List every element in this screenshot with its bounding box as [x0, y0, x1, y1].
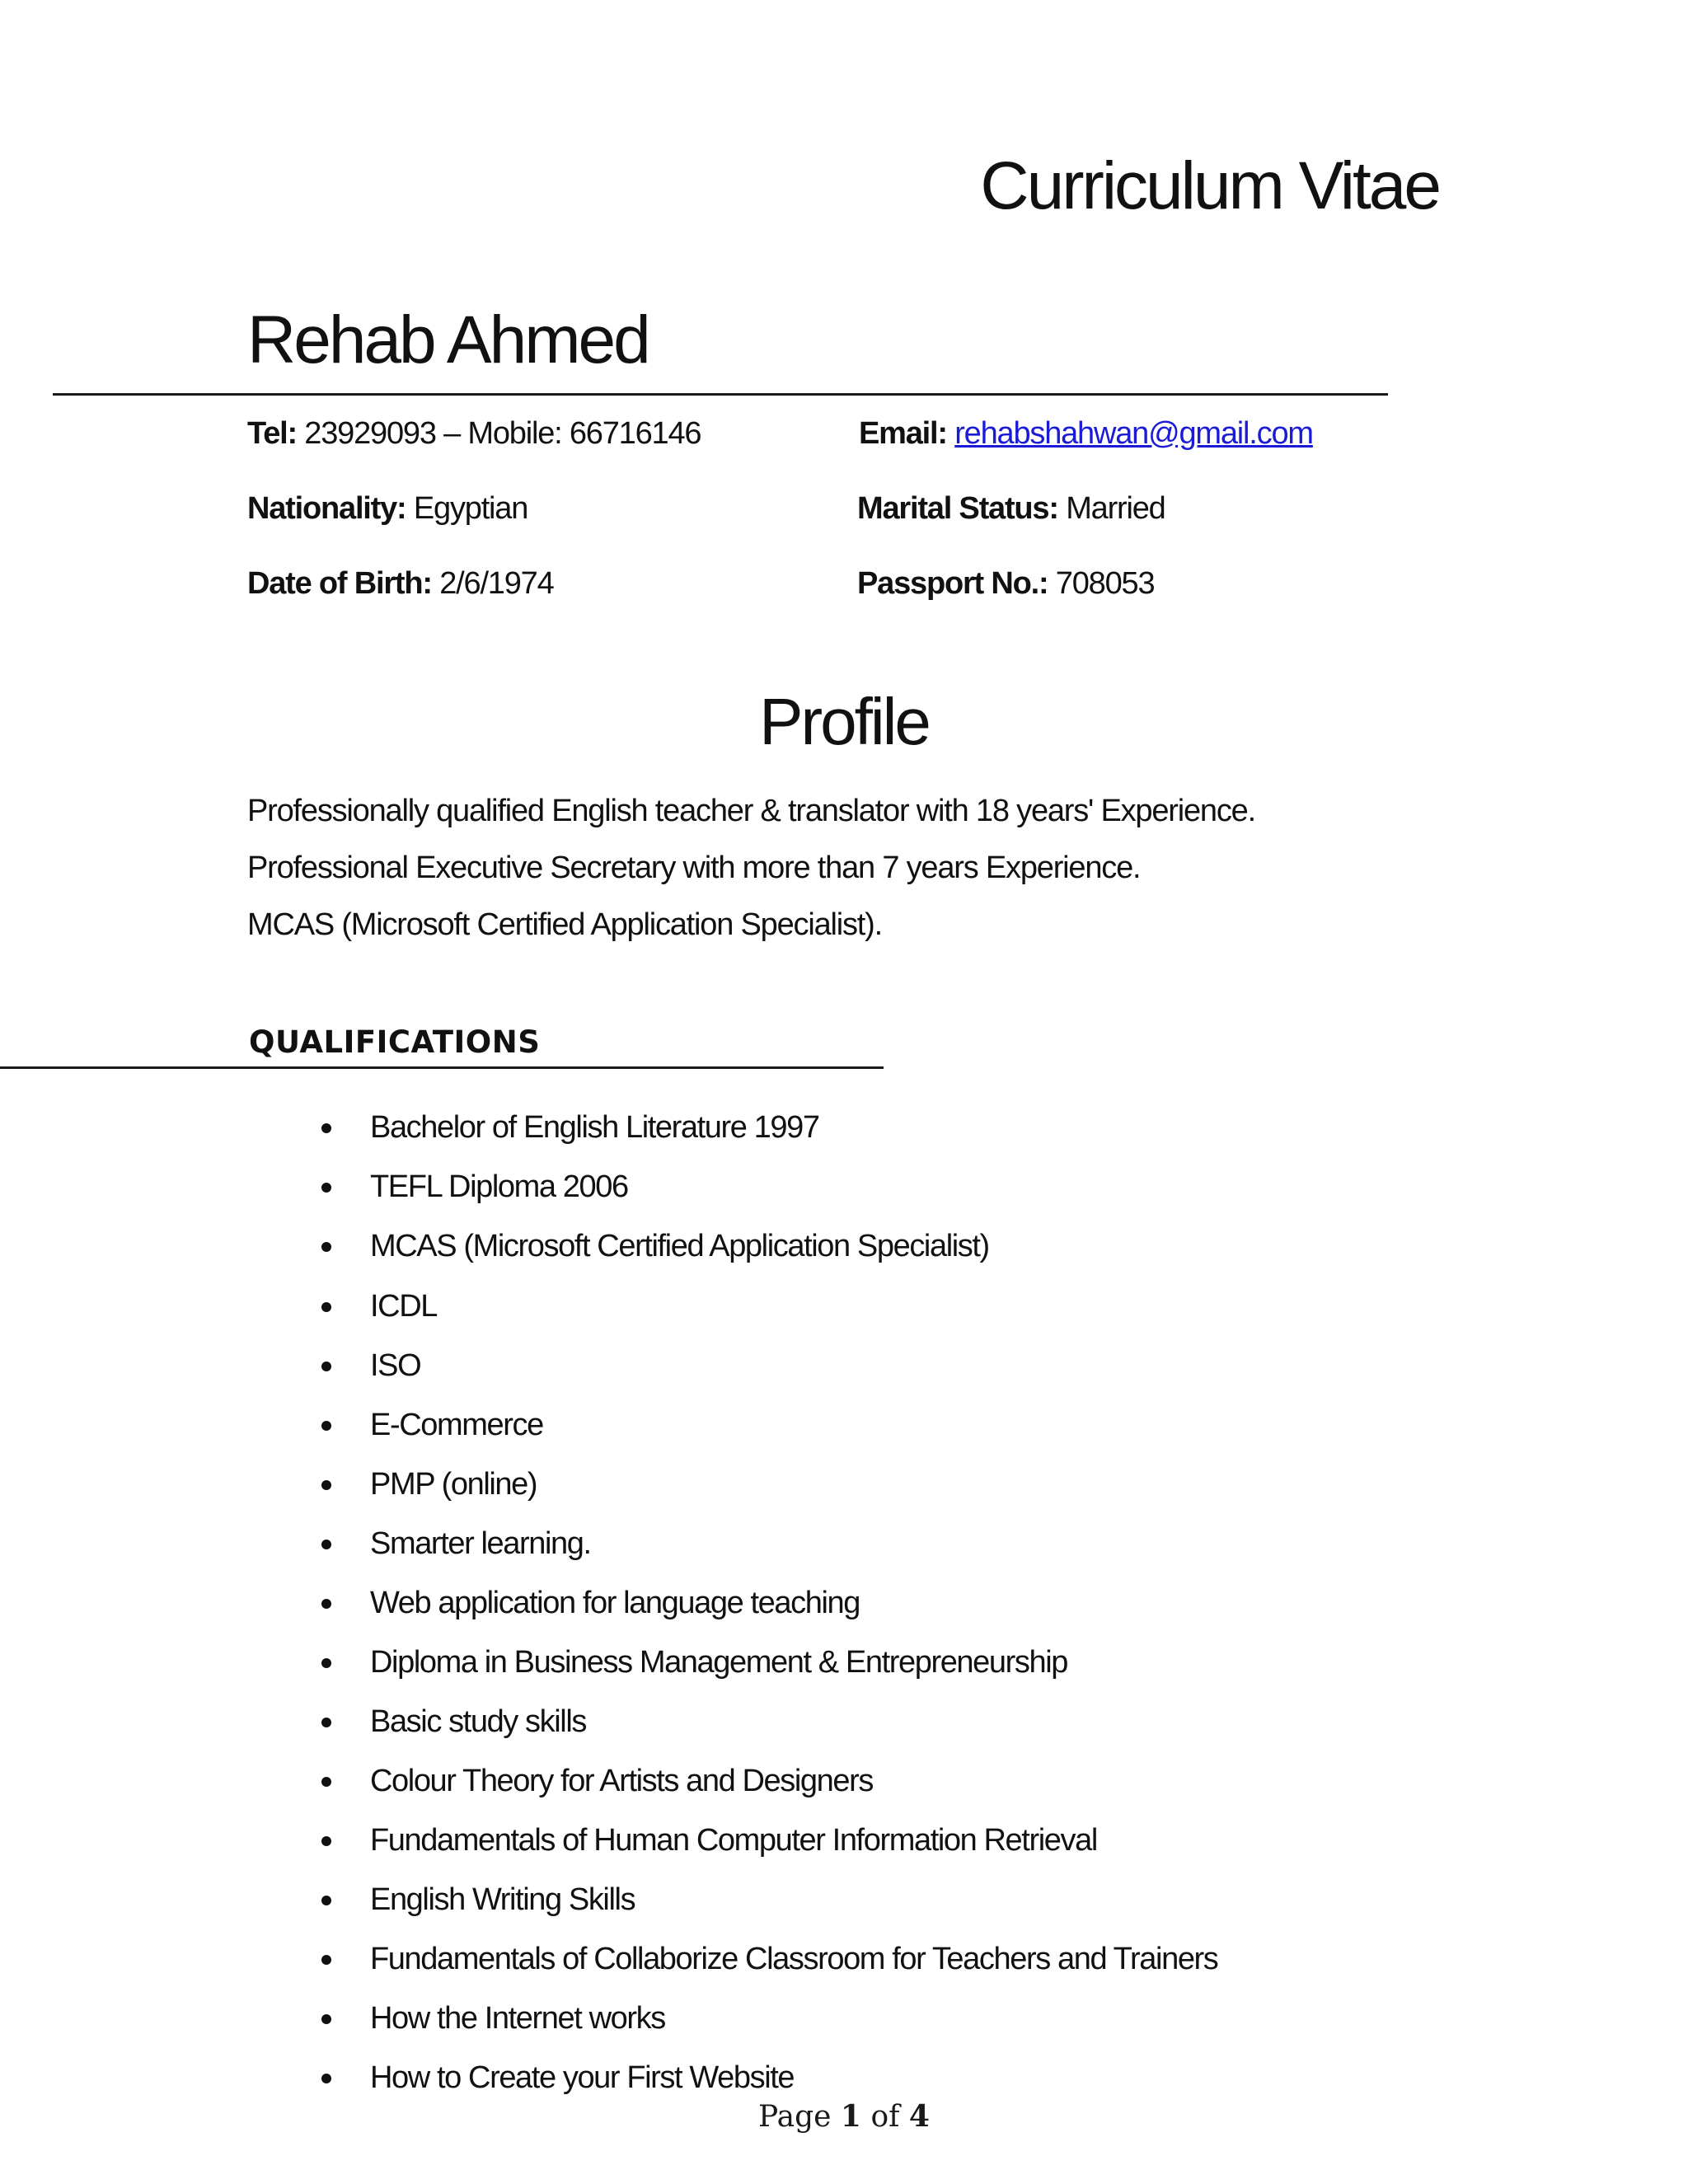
nationality-row [247, 493, 528, 524]
of-word: of [870, 2100, 900, 2134]
bullet-icon [321, 1480, 331, 1490]
total-pages-number: 4 [908, 2099, 930, 2134]
qualification-text: Smarter learning. [370, 1526, 591, 1561]
qualification-text: How to Create your First Website [370, 2060, 795, 2095]
qualification-text: Diploma in Business Management & Entrepreneurship [370, 1645, 1067, 1680]
marital-status-label: Marital Status: [857, 491, 1058, 526]
email-row [859, 418, 1313, 449]
dob-value: 2/6/1974 [439, 566, 554, 601]
bullet-icon [321, 2014, 331, 2024]
bullet-icon [321, 1540, 331, 1549]
nationality-label: Nationality: [247, 491, 406, 526]
bullet-icon [321, 2074, 331, 2083]
bullet-icon [321, 1955, 331, 1965]
qualification-text: Fundamentals of Collaborize Classroom for Teachers and Trainers [370, 1942, 1218, 1976]
tel-row [247, 418, 701, 449]
bullet-icon [321, 1777, 331, 1787]
qualification-text: English Writing Skills [370, 1882, 635, 1917]
qualification-text: E-Commerce [370, 1408, 543, 1442]
profile-line: Professionally qualified English teacher & translator with 18 years' Experience. [247, 794, 1255, 828]
qualifications-heading: QUALIFICATIONS [249, 1024, 541, 1060]
marital-status-row [857, 493, 1165, 524]
qualification-text: Basic study skills [370, 1704, 586, 1739]
document-title: Curriculum Vitae [980, 148, 1439, 223]
email-label: Email: [859, 416, 947, 451]
qualification-text: TEFL Diploma 2006 [370, 1169, 628, 1204]
bullet-icon [321, 1896, 331, 1905]
dob-label: Date of Birth: [247, 566, 432, 601]
current-page-number: 1 [840, 2099, 861, 2134]
marital-status-value: Married [1066, 491, 1165, 526]
page-word: Page [758, 2100, 832, 2134]
name-divider [53, 393, 1388, 396]
candidate-name: Rehab Ahmed [247, 302, 649, 377]
dob-row [247, 568, 554, 599]
qualification-text: Fundamentals of Human Computer Information Retrieval [370, 1823, 1097, 1858]
bullet-icon [321, 1183, 331, 1193]
bullet-icon [321, 1421, 331, 1431]
qualifications-divider [0, 1066, 884, 1069]
qualification-text: ISO [370, 1348, 421, 1383]
profile-line: MCAS (Microsoft Certified Application Specialist). [247, 907, 882, 942]
bullet-icon [321, 1718, 331, 1727]
profile-heading: Profile [759, 685, 929, 758]
passport-row [857, 568, 1154, 599]
passport-label: Passport No.: [857, 566, 1048, 601]
tel-value: 23929093 – Mobile: 66716146 [304, 416, 701, 451]
bullet-icon [321, 1302, 331, 1312]
qualification-text: MCAS (Microsoft Certified Application Specialist) [370, 1229, 989, 1263]
qualification-text: ICDL [370, 1289, 437, 1324]
qualification-text: Colour Theory for Artists and Designers [370, 1764, 873, 1798]
bullet-icon [321, 1123, 331, 1133]
profile-line: Professional Executive Secretary with more than 7 years Experience. [247, 851, 1141, 885]
bullet-icon [321, 1599, 331, 1609]
bullet-icon [321, 1836, 331, 1846]
qualification-text: PMP (online) [370, 1467, 537, 1502]
qualification-text: Bachelor of English Literature 1997 [370, 1110, 819, 1145]
email-link[interactable]: rehabshahwan@gmail.com [954, 416, 1313, 451]
qualification-text: How the Internet works [370, 2001, 665, 2036]
qualification-text: Web application for language teaching [370, 1586, 860, 1620]
page-footer [0, 2099, 1688, 2134]
tel-label: Tel: [247, 416, 297, 451]
nationality-value: Egyptian [413, 491, 528, 526]
bullet-icon [321, 1361, 331, 1371]
bullet-icon [321, 1658, 331, 1668]
passport-value: 708053 [1055, 566, 1155, 601]
bullet-icon [321, 1242, 331, 1252]
